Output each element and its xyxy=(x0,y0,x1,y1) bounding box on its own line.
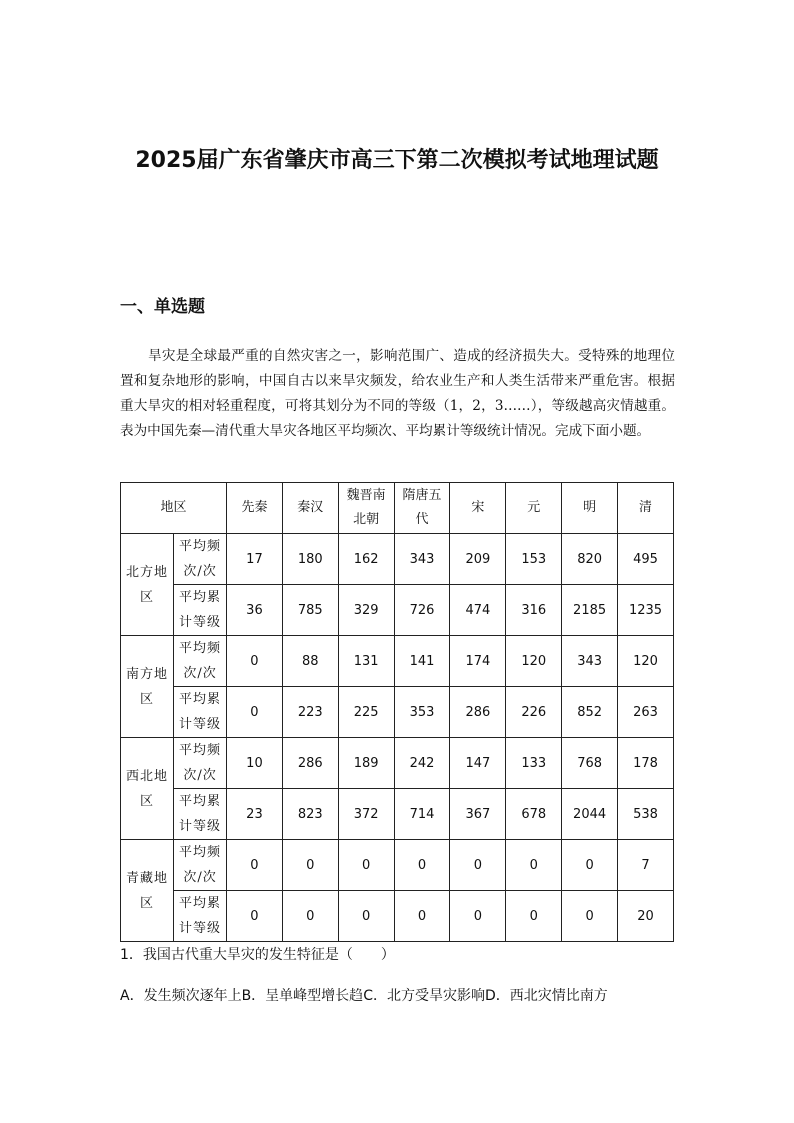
question-options xyxy=(120,985,608,1005)
value-cell: 286 xyxy=(450,687,506,738)
value-cell: 0 xyxy=(562,840,618,891)
value-cell: 823 xyxy=(282,789,338,840)
value-cell: 23 xyxy=(227,789,283,840)
value-cell: 316 xyxy=(506,585,562,636)
value-cell: 147 xyxy=(450,738,506,789)
table-row xyxy=(121,789,674,840)
value-cell: 263 xyxy=(618,687,674,738)
value-cell: 0 xyxy=(227,636,283,687)
value-cell: 343 xyxy=(394,534,450,585)
value-cell: 10 xyxy=(227,738,283,789)
question-stem: 1．我国古代重大旱灾的发生特征是（ ） xyxy=(120,947,395,963)
value-cell: 225 xyxy=(338,687,394,738)
value-cell: 726 xyxy=(394,585,450,636)
metric-label-cell: 平均频次/次 xyxy=(174,636,227,687)
intro-paragraph: 旱灾是全球最严重的自然灾害之一，影响范围广、造成的经济损失大。受特殊的地理位置和复杂地形的影响，中国自古以来旱灾频发，给农业生产和人类生活带来严重危害。根据重大旱灾的相对轻重程度，可将其划分为不同的等级（1，2，3……），等级越高灾情越重。表为中国先秦—清代重大旱灾各地区平均频次、平均累计等级统计情况。完成下面小题。 xyxy=(120,348,675,439)
value-cell: 0 xyxy=(562,891,618,942)
table-row xyxy=(121,687,674,738)
metric-label-cell: 平均频次/次 xyxy=(174,738,227,789)
value-cell: 209 xyxy=(450,534,506,585)
value-cell: 0 xyxy=(227,840,283,891)
table-row xyxy=(121,840,674,891)
option-c[interactable]: C．北方受旱灾影响 xyxy=(363,988,485,1004)
region-cell: 青藏地区 xyxy=(121,840,174,942)
metric-label-cell: 平均频次/次 xyxy=(174,534,227,585)
region-cell: 西北地区 xyxy=(121,738,174,840)
metric-label-cell: 平均频次/次 xyxy=(174,840,227,891)
value-cell: 714 xyxy=(394,789,450,840)
value-cell: 0 xyxy=(282,840,338,891)
value-cell: 223 xyxy=(282,687,338,738)
region-cell: 北方地区 xyxy=(121,534,174,636)
value-cell: 0 xyxy=(227,687,283,738)
value-cell: 174 xyxy=(450,636,506,687)
value-cell: 189 xyxy=(338,738,394,789)
value-cell: 286 xyxy=(282,738,338,789)
value-cell: 0 xyxy=(394,891,450,942)
value-cell: 329 xyxy=(338,585,394,636)
value-cell: 367 xyxy=(450,789,506,840)
value-cell: 343 xyxy=(562,636,618,687)
value-cell: 0 xyxy=(506,891,562,942)
table-row xyxy=(121,636,674,687)
value-cell: 141 xyxy=(394,636,450,687)
metric-label-cell: 平均累计等级 xyxy=(174,891,227,942)
value-cell: 1235 xyxy=(618,585,674,636)
option-b[interactable]: B．呈单峰型增长趋 xyxy=(241,988,364,1004)
value-cell: 153 xyxy=(506,534,562,585)
metric-label-cell: 平均累计等级 xyxy=(174,789,227,840)
table-row xyxy=(121,738,674,789)
value-cell: 17 xyxy=(227,534,283,585)
value-cell: 785 xyxy=(282,585,338,636)
value-cell: 88 xyxy=(282,636,338,687)
value-cell: 852 xyxy=(562,687,618,738)
region-cell: 南方地区 xyxy=(121,636,174,738)
dynasty-header: 明 xyxy=(562,483,618,534)
dynasty-header: 清 xyxy=(618,483,674,534)
dynasty-header: 宋 xyxy=(450,483,506,534)
value-cell: 820 xyxy=(562,534,618,585)
value-cell: 768 xyxy=(562,738,618,789)
metric-label-cell: 平均累计等级 xyxy=(174,585,227,636)
dynasty-header: 元 xyxy=(506,483,562,534)
value-cell: 133 xyxy=(506,738,562,789)
value-cell: 474 xyxy=(450,585,506,636)
value-cell: 0 xyxy=(338,891,394,942)
metric-label-cell: 平均累计等级 xyxy=(174,687,227,738)
option-a[interactable]: A．发生频次逐年上 xyxy=(120,988,242,1004)
value-cell: 372 xyxy=(338,789,394,840)
value-cell: 2044 xyxy=(562,789,618,840)
value-cell: 131 xyxy=(338,636,394,687)
value-cell: 2185 xyxy=(562,585,618,636)
dynasty-header: 魏晋南北朝 xyxy=(338,483,394,534)
value-cell: 226 xyxy=(506,687,562,738)
dynasty-header: 秦汉 xyxy=(282,483,338,534)
dynasty-header: 隋唐五代 xyxy=(394,483,450,534)
option-d[interactable]: D．西北灾情比南方 xyxy=(484,988,608,1004)
value-cell: 0 xyxy=(227,891,283,942)
value-cell: 120 xyxy=(618,636,674,687)
drought-statistics-table xyxy=(120,482,674,942)
region-column-header: 地区 xyxy=(121,483,227,534)
value-cell: 353 xyxy=(394,687,450,738)
value-cell: 495 xyxy=(618,534,674,585)
value-cell: 0 xyxy=(450,840,506,891)
value-cell: 120 xyxy=(506,636,562,687)
value-cell: 0 xyxy=(282,891,338,942)
value-cell: 0 xyxy=(450,891,506,942)
value-cell: 7 xyxy=(618,840,674,891)
dynasty-header: 先秦 xyxy=(227,483,283,534)
value-cell: 162 xyxy=(338,534,394,585)
table-header-row xyxy=(121,483,674,534)
table-row xyxy=(121,534,674,585)
table-row xyxy=(121,891,674,942)
value-cell: 180 xyxy=(282,534,338,585)
page-title: 2025届广东省肇庆市高三下第二次模拟考试地理试题 xyxy=(135,148,659,173)
value-cell: 678 xyxy=(506,789,562,840)
value-cell: 0 xyxy=(338,840,394,891)
section-heading: 一、单选题 xyxy=(120,297,205,317)
value-cell: 242 xyxy=(394,738,450,789)
table-row xyxy=(121,585,674,636)
value-cell: 178 xyxy=(618,738,674,789)
value-cell: 538 xyxy=(618,789,674,840)
value-cell: 0 xyxy=(506,840,562,891)
value-cell: 20 xyxy=(618,891,674,942)
value-cell: 0 xyxy=(394,840,450,891)
value-cell: 36 xyxy=(227,585,283,636)
